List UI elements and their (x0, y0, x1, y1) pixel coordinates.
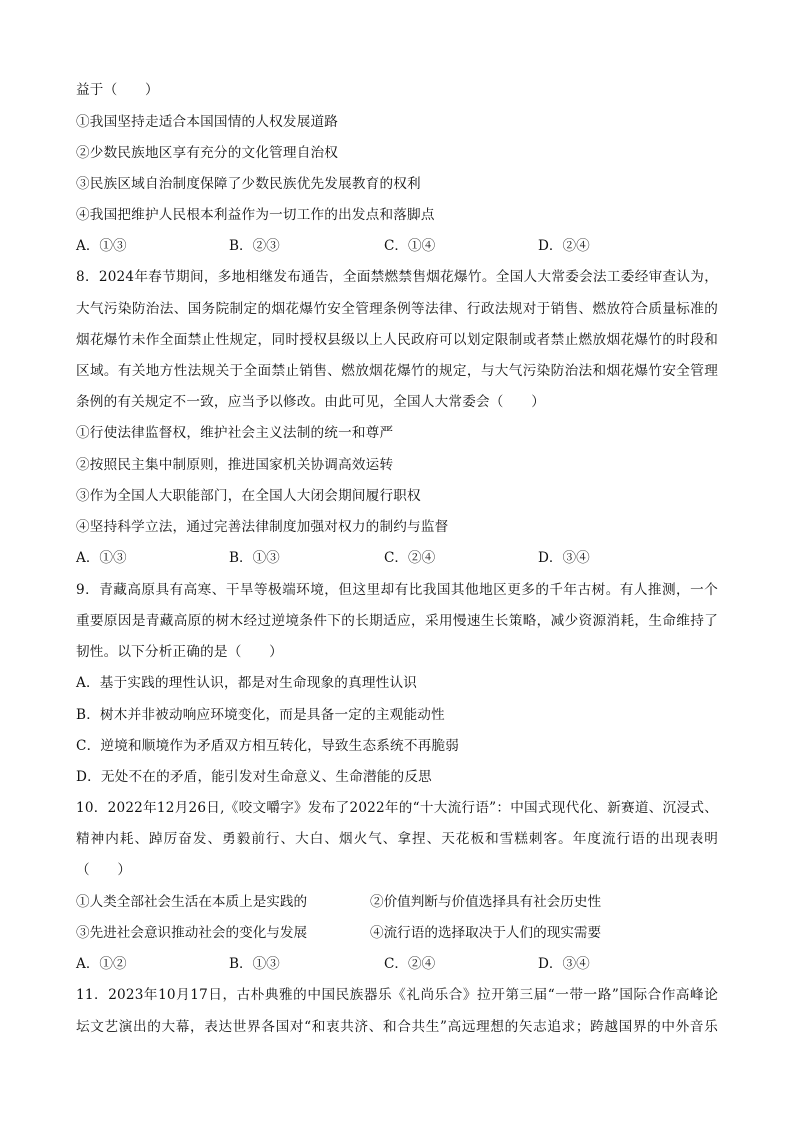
q10-items-row-2 (76, 923, 718, 943)
q10-options (76, 954, 718, 974)
q7-item-1: ①我国坚持走适合本国国情的人权发展道路 (76, 114, 339, 130)
q10-option-c[interactable]: C．②④ (384, 956, 436, 972)
q11-stem-line-1: 11．2023年10月17日，古朴典雅的中国民族器乐《礼尚乐合》拉开第三届“一带一路”国际合作高峰论 (76, 987, 718, 1003)
q9-stem-line-2: 重要原因是青藏高原的树木经过逆境条件下的长期适应，采用慢速生长策略，减少资源消耗，生命维持了 (76, 613, 718, 629)
q9-option-c[interactable]: C．逆境和顺境作为矛盾双方相互转化，导致生态系统不再脆弱 (76, 738, 460, 754)
q7-option-d[interactable]: D．②④ (538, 238, 590, 254)
q8-item-2: ②按照民主集中制原则，推进国家机关协调高效运转 (76, 457, 394, 473)
q9-option-a[interactable]: A．基于实践的理性认识，都是对生命现象的真理性认识 (76, 675, 418, 691)
q8-stem-line-4: 区域。有关地方性法规关于全面禁止销售、燃放烟花爆竹的规定，与大气污染防治法和烟花爆竹安全管理 (76, 363, 718, 379)
q7-item-4: ④我国把维护人民根本利益作为一切工作的出发点和落脚点 (76, 207, 435, 223)
q8-item-3: ③作为全国人大职能部门，在全国人大闭会期间履行职权 (76, 488, 421, 504)
q11-stem-line-2: 坛文艺演出的大幕，表达世界各国对“和衷共济、和合共生”高远理想的矢志追求；跨越国界的中外音乐 (76, 1019, 718, 1035)
q8-item-4: ④坚持科学立法，通过完善法律制度加强对权力的制约与监督 (76, 519, 449, 535)
q8-option-b[interactable]: B．①③ (229, 550, 280, 566)
q10-items-row-1 (76, 892, 718, 912)
q7-option-b[interactable]: B．②③ (229, 238, 280, 254)
q7-item-2: ②少数民族地区享有充分的文化管理自治权 (76, 145, 339, 161)
q10-stem-line-1: 10．2022年12月26日,《咬文嚼字》发布了2022年的“十大流行语”：中国式现代化、新赛道、沉浸式、 (76, 800, 718, 816)
q10-option-a[interactable]: A．①② (76, 956, 127, 972)
q8-item-1: ①行使法律监督权，维护社会主义法制的统一和尊严 (76, 425, 394, 441)
q10-item-2: ②价值判断与价值选择具有社会历史性 (370, 894, 602, 910)
q7-stem-tail: 益于（ ） (76, 82, 159, 98)
q7-option-c[interactable]: C．①④ (384, 238, 436, 254)
q10-option-d[interactable]: D．③④ (538, 956, 590, 972)
q8-stem-line-1: 8．2024年春节期间，多地相继发布通告，全面禁燃禁售烟花爆竹。全国人大常委会法工委经审查认为， (76, 269, 718, 285)
q8-option-c[interactable]: C．②④ (384, 550, 436, 566)
q9-stem-line-1: 9．青藏高原具有高寒、干旱等极端环境，但这里却有比我国其他地区更多的千年古树。有人推测，一个 (76, 582, 718, 598)
q9-option-b[interactable]: B．树木并非被动响应环境变化，而是具备一定的主观能动性 (76, 707, 445, 723)
q8-stem-line-3: 烟花爆竹未作全面禁止性规定，同时授权县级以上人民政府可以划定限制或者禁止燃放烟花爆竹的时段和 (76, 332, 718, 348)
q8-option-d[interactable]: D．③④ (538, 550, 590, 566)
q8-stem-line-2: 大气污染防治法、国务院制定的烟花爆竹安全管理条例等法律、行政法规对于销售、燃放符合质量标准的 (76, 301, 718, 317)
q7-item-3: ③民族区域自治制度保障了少数民族优先发展教育的权利 (76, 176, 421, 192)
q9-option-d[interactable]: D．无处不在的矛盾，能引发对生命意义、生命潜能的反思 (76, 769, 432, 785)
q10-item-1: ①人类全部社会生活在本质上是实践的 (76, 894, 308, 910)
q7-option-a[interactable]: A．①③ (76, 238, 127, 254)
q8-stem-line-5: 条例的有关规定不一致，应当予以修改。由此可见，全国人大常委会（ ） (76, 394, 545, 410)
q10-stem-line-2: 精神内耗、踔厉奋发、勇毅前行、大白、烟火气、拿捏、天花板和雪糕刺客。年度流行语的出现表明 (76, 831, 718, 847)
q7-options (76, 236, 718, 256)
q10-item-4: ④流行语的选择取决于人们的现实需要 (370, 925, 602, 941)
q10-stem-line-3: （ ） (76, 862, 132, 878)
q10-item-3: ③先进社会意识推动社会的变化与发展 (76, 925, 308, 941)
q8-option-a[interactable]: A．①③ (76, 550, 127, 566)
q9-stem-line-3: 韧性。以下分析正确的是（ ） (76, 644, 283, 660)
q8-options (76, 548, 718, 568)
q10-option-b[interactable]: B．①③ (229, 956, 280, 972)
